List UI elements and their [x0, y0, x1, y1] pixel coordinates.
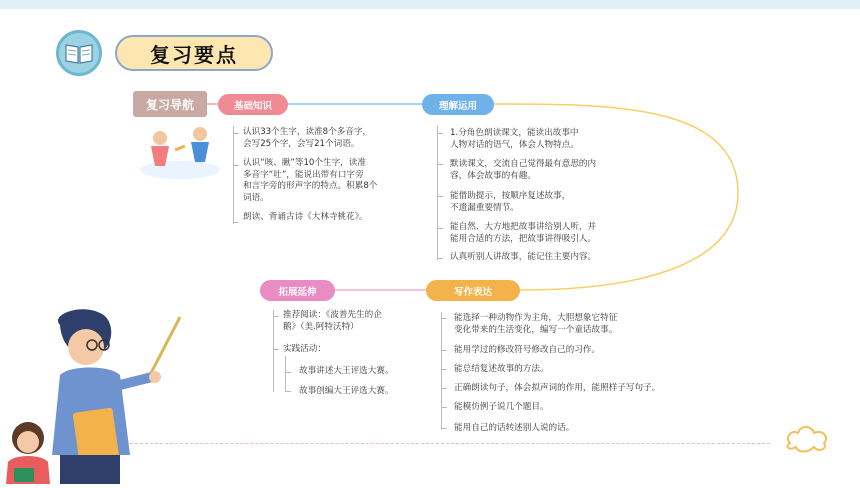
tick	[441, 350, 447, 351]
list-item: 认识“咳、瞅”等10个生字，读准 多音字“吐”，能说出带有口字旁 和言字旁的形声字的特点。积累8个 词语。	[243, 158, 378, 203]
tick	[437, 196, 443, 197]
list-item: 默读课文，交流自己觉得最有意思的内 容，体会故事的有趣。	[450, 159, 597, 181]
tick	[273, 316, 279, 317]
tick	[285, 372, 291, 373]
list-item: 认识33个生字，读准8个多音字， 会写25个字，会写21个词语。	[243, 127, 372, 149]
child-illustration	[0, 418, 60, 484]
list-item: 正确朗读句子，体会拟声词的作用，能照样子写句子。	[454, 383, 661, 393]
tick	[441, 428, 447, 429]
list-item: 能选择一种动物作为主角，大胆想象它特征 变化带来的生活变化，编写一个童话故事。	[454, 313, 618, 335]
tick	[437, 164, 443, 165]
tick	[441, 369, 447, 370]
review-nav-label: 复习导航	[133, 91, 207, 117]
list-item: 朗读、背诵古诗《大林寺桃花》。	[243, 212, 368, 222]
basic-knowledge-pill: 基础知识	[218, 94, 288, 115]
kids-illustration	[135, 120, 225, 182]
extension-sub-bracket	[285, 356, 286, 392]
tick	[285, 391, 291, 392]
tick	[437, 258, 443, 259]
list-item: 能总结复述故事的方法。	[454, 364, 549, 374]
writing-pill: 写作表达	[426, 280, 520, 301]
tick	[441, 388, 447, 389]
tick	[441, 407, 447, 408]
understanding-bracket	[437, 126, 438, 260]
list-item: 实践活动：	[283, 344, 326, 354]
footer-dashed-line	[130, 443, 770, 444]
list-item: 能自然、大方地把故事讲给别人听，并 能用合适的方法，把故事讲得吸引人。	[450, 222, 597, 244]
list-item: 1.分角色朗读课文，能读出故事中 人物对话的语气，体会人物特点。	[450, 128, 579, 150]
list-item: 故事讲述大王评选大赛。	[299, 366, 394, 376]
extension-pill: 拓展延伸	[260, 280, 335, 301]
writing-bracket	[441, 312, 442, 430]
list-item: 能借助提示，按顺序复述故事， 不遗漏重要情节。	[450, 191, 571, 213]
list-item: 认真听别人讲故事，能记住主要内容。	[450, 252, 597, 262]
tick	[437, 133, 443, 134]
basic-bracket	[233, 126, 234, 224]
cloud-decoration	[784, 423, 832, 453]
page-title: 复习要点	[115, 35, 273, 71]
tick	[233, 222, 239, 223]
understanding-pill: 理解运用	[422, 94, 494, 115]
tick	[233, 165, 239, 166]
tick	[437, 228, 443, 229]
book-icon	[56, 30, 102, 76]
tick	[441, 318, 447, 319]
list-item: 能用自己的话转述别人说的话。	[454, 423, 575, 433]
extension-bracket	[273, 310, 274, 392]
tick	[233, 133, 239, 134]
tick	[273, 349, 279, 350]
list-item: 推荐阅读：《波普先生的企 鹅》（美.阿特沃特）	[283, 310, 382, 332]
list-item: 能用学过的修改符号修改自己的习作。	[454, 345, 601, 355]
list-item: 故事创编大王评选大赛。	[299, 386, 394, 396]
list-item: 能模仿例子说几个题目。	[454, 402, 549, 412]
